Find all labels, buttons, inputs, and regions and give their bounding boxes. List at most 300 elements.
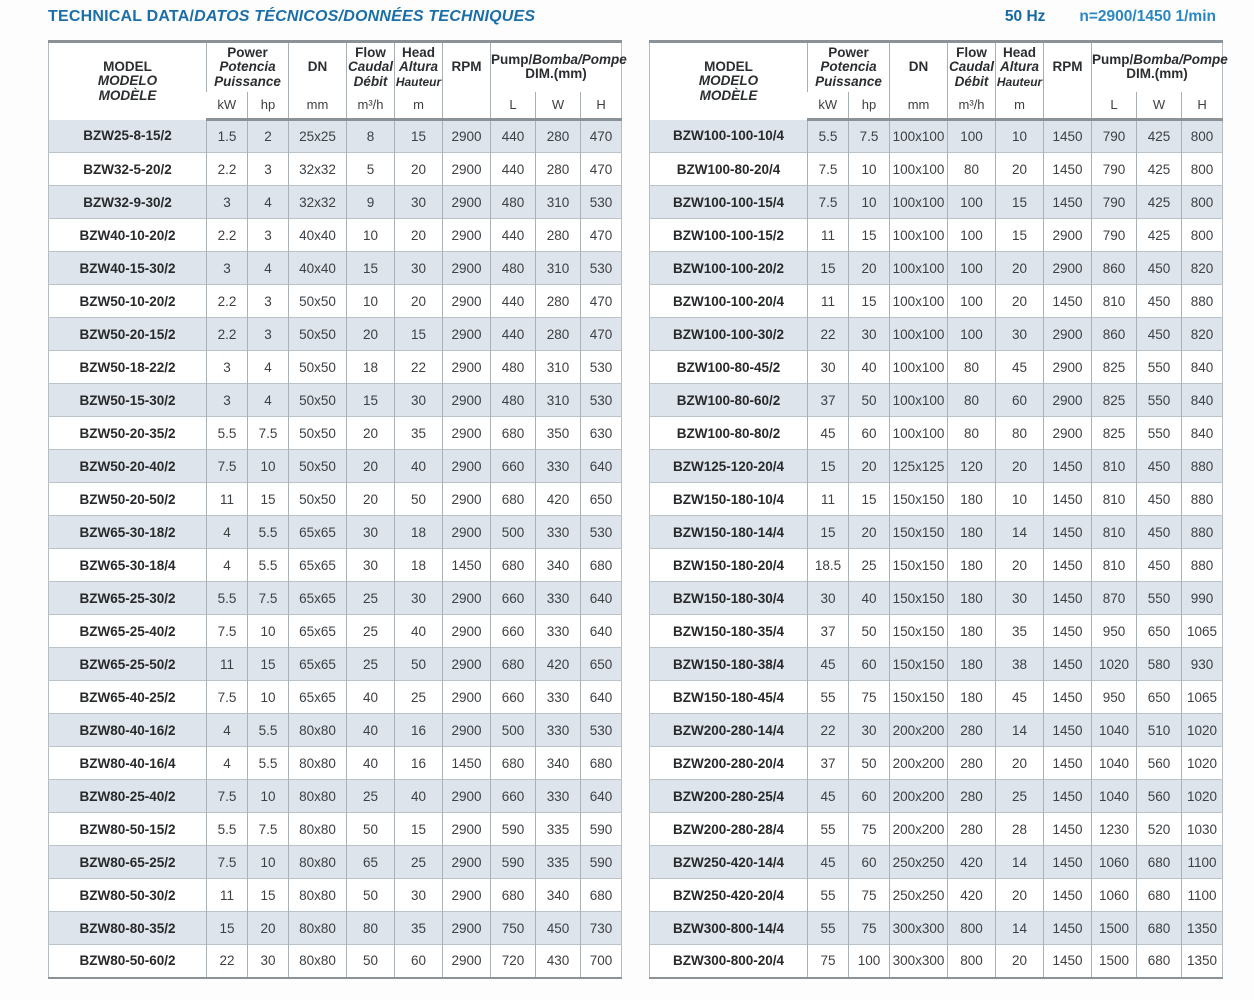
- col-header-dim: Pump/Bomba/Pompe DIM.(mm): [1092, 42, 1223, 92]
- cell-dim-l: 680: [491, 648, 536, 681]
- cell-flow: 100: [948, 252, 996, 285]
- table-row: [650, 384, 1223, 417]
- cell-model: BZW100-80-80/2: [650, 417, 808, 450]
- cell-flow: 20: [347, 318, 395, 351]
- cell-dim-h: 1020: [1182, 747, 1223, 780]
- cell-rpm: 2900: [443, 879, 491, 912]
- cell-power-hp: 100: [849, 945, 890, 978]
- cell-dn: 40x40: [289, 252, 347, 285]
- cell-model: BZW80-25-40/2: [49, 780, 207, 813]
- cell-dn: 32x32: [289, 153, 347, 186]
- col-header-head: Head Altura Hauteur: [395, 42, 443, 92]
- cell-dn: 80x80: [289, 879, 347, 912]
- col-header-flow: Flow Caudal Débit: [347, 42, 395, 92]
- cell-dim-l: 860: [1092, 252, 1137, 285]
- cell-power-hp: 3: [248, 219, 289, 252]
- table-row: [49, 615, 622, 648]
- cell-flow: 100: [948, 219, 996, 252]
- cell-power-kw: 2.2: [207, 153, 248, 186]
- cell-rpm: 1450: [1044, 582, 1092, 615]
- cell-head: 30: [395, 186, 443, 219]
- table-row: [650, 516, 1223, 549]
- cell-power-hp: 60: [849, 846, 890, 879]
- cell-model: BZW50-20-35/2: [49, 417, 207, 450]
- cell-rpm: 1450: [1044, 648, 1092, 681]
- cell-dim-w: 450: [1137, 450, 1182, 483]
- cell-dim-w: 450: [1137, 516, 1182, 549]
- cell-rpm: 1450: [1044, 813, 1092, 846]
- cell-dim-h: 590: [581, 813, 622, 846]
- cell-dn: 100x100: [890, 153, 948, 186]
- col-header-dn: DN: [289, 42, 347, 92]
- cell-dim-h: 800: [1182, 120, 1223, 153]
- cell-dim-h: 1350: [1182, 945, 1223, 978]
- cell-head: 30: [395, 582, 443, 615]
- cell-dim-w: 550: [1137, 351, 1182, 384]
- cell-model: BZW40-10-20/2: [49, 219, 207, 252]
- cell-dim-w: 420: [536, 648, 581, 681]
- cell-power-hp: 20: [849, 252, 890, 285]
- cell-dim-w: 330: [536, 516, 581, 549]
- page-title-translations: DATOS TÉCNICOS/DONNÉES TECHNIQUES: [194, 8, 536, 25]
- cell-flow: 180: [948, 648, 996, 681]
- cell-model: BZW300-800-14/4: [650, 912, 808, 945]
- cell-rpm: 1450: [1044, 714, 1092, 747]
- cell-flow: 50: [347, 879, 395, 912]
- cell-dim-h: 530: [581, 351, 622, 384]
- cell-dn: 100x100: [890, 285, 948, 318]
- table-row: [49, 450, 622, 483]
- cell-flow: 180: [948, 483, 996, 516]
- table-row: [650, 252, 1223, 285]
- cell-model: BZW65-25-30/2: [49, 582, 207, 615]
- cell-dim-l: 680: [491, 549, 536, 582]
- cell-rpm: 1450: [1044, 483, 1092, 516]
- cell-power-kw: 45: [808, 780, 849, 813]
- unit-head: m: [395, 92, 443, 120]
- cell-flow: 280: [948, 813, 996, 846]
- cell-dim-h: 470: [581, 120, 622, 153]
- cell-rpm: 2900: [1044, 252, 1092, 285]
- col-header-power: Power Potencia Puissance: [808, 42, 890, 92]
- cell-rpm: 2900: [443, 945, 491, 978]
- cell-power-hp: 50: [849, 615, 890, 648]
- cell-head: 15: [395, 120, 443, 153]
- cell-model: BZW80-80-35/2: [49, 912, 207, 945]
- table-header: [650, 42, 1228, 120]
- cell-dn: 40x40: [289, 219, 347, 252]
- cell-rpm: 2900: [1044, 219, 1092, 252]
- cell-dn: 100x100: [890, 186, 948, 219]
- cell-rpm: 2900: [443, 582, 491, 615]
- col-header-rpm: RPM: [443, 42, 491, 92]
- cell-model: BZW150-180-45/4: [650, 681, 808, 714]
- table-row: [650, 483, 1223, 516]
- cell-dim-w: 280: [536, 318, 581, 351]
- cell-dn: 100x100: [890, 219, 948, 252]
- cell-power-kw: 7.5: [808, 186, 849, 219]
- cell-rpm: 2900: [443, 516, 491, 549]
- table-row: [49, 780, 622, 813]
- tables-container: [48, 40, 1228, 979]
- cell-power-hp: 5.5: [248, 516, 289, 549]
- cell-model: BZW100-100-30/2: [650, 318, 808, 351]
- cell-power-kw: 15: [808, 252, 849, 285]
- cell-model: BZW100-100-20/4: [650, 285, 808, 318]
- cell-dim-w: 425: [1137, 219, 1182, 252]
- cell-dn: 80x80: [289, 780, 347, 813]
- page-title: [48, 8, 535, 26]
- cell-dim-h: 1020: [1182, 714, 1223, 747]
- cell-power-hp: 30: [849, 318, 890, 351]
- cell-power-kw: 11: [207, 483, 248, 516]
- cell-power-hp: 3: [248, 153, 289, 186]
- cell-flow: 20: [347, 483, 395, 516]
- cell-head: 20: [996, 945, 1044, 978]
- cell-flow: 20: [347, 417, 395, 450]
- cell-dim-h: 700: [581, 945, 622, 978]
- cell-model: BZW50-18-22/2: [49, 351, 207, 384]
- table-row: [49, 846, 622, 879]
- cell-dim-h: 680: [581, 549, 622, 582]
- cell-dim-w: 550: [1137, 384, 1182, 417]
- cell-model: BZW65-30-18/2: [49, 516, 207, 549]
- table-row: [650, 648, 1223, 681]
- cell-dim-l: 680: [491, 747, 536, 780]
- frequency-value: 50 Hz: [1004, 8, 1046, 25]
- cell-flow: 100: [948, 318, 996, 351]
- cell-dn: 65x65: [289, 582, 347, 615]
- cell-power-hp: 30: [248, 945, 289, 978]
- cell-dim-w: 680: [1137, 912, 1182, 945]
- table-row: [650, 813, 1223, 846]
- cell-power-kw: 4: [207, 516, 248, 549]
- cell-dim-w: 550: [1137, 417, 1182, 450]
- cell-head: 30: [395, 384, 443, 417]
- cell-dim-h: 630: [581, 417, 622, 450]
- cell-flow: 280: [948, 747, 996, 780]
- cell-dim-l: 440: [491, 120, 536, 153]
- cell-dn: 150x150: [890, 648, 948, 681]
- cell-dim-h: 470: [581, 219, 622, 252]
- cell-rpm: 1450: [1044, 780, 1092, 813]
- col-header-rpm: RPM: [1044, 42, 1092, 92]
- cell-rpm: 1450: [1044, 516, 1092, 549]
- cell-dim-w: 425: [1137, 153, 1182, 186]
- cell-power-hp: 30: [849, 714, 890, 747]
- cell-dn: 150x150: [890, 681, 948, 714]
- cell-flow: 180: [948, 582, 996, 615]
- table-row: [650, 285, 1223, 318]
- cell-dim-h: 650: [581, 483, 622, 516]
- unit-l: L: [491, 92, 536, 120]
- cell-dim-w: 450: [536, 912, 581, 945]
- table-row: [650, 747, 1223, 780]
- cell-flow: 180: [948, 681, 996, 714]
- unit-l: L: [1092, 92, 1137, 120]
- cell-dn: 80x80: [289, 945, 347, 978]
- cell-power-kw: 3: [207, 252, 248, 285]
- cell-rpm: 2900: [443, 483, 491, 516]
- table-row: [650, 417, 1223, 450]
- cell-rpm: 1450: [1044, 186, 1092, 219]
- cell-flow: 420: [948, 879, 996, 912]
- cell-dn: 80x80: [289, 747, 347, 780]
- cell-flow: 25: [347, 648, 395, 681]
- cell-dim-l: 660: [491, 780, 536, 813]
- cell-power-kw: 11: [207, 879, 248, 912]
- cell-flow: 10: [347, 219, 395, 252]
- cell-dim-h: 530: [581, 384, 622, 417]
- cell-dim-l: 825: [1092, 384, 1137, 417]
- cell-dim-l: 790: [1092, 186, 1137, 219]
- cell-dim-l: 680: [491, 879, 536, 912]
- table-row: [49, 582, 622, 615]
- cell-head: 30: [395, 252, 443, 285]
- cell-dim-w: 680: [1137, 846, 1182, 879]
- cell-head: 14: [996, 846, 1044, 879]
- cell-flow: 15: [347, 252, 395, 285]
- cell-dim-l: 440: [491, 318, 536, 351]
- cell-power-hp: 15: [849, 483, 890, 516]
- cell-rpm: 1450: [1044, 615, 1092, 648]
- cell-dim-h: 1065: [1182, 681, 1223, 714]
- cell-dim-w: 330: [536, 450, 581, 483]
- cell-dim-l: 825: [1092, 417, 1137, 450]
- cell-power-hp: 2: [248, 120, 289, 153]
- table-row: [650, 912, 1223, 945]
- cell-dn: 80x80: [289, 912, 347, 945]
- cell-dim-l: 790: [1092, 219, 1137, 252]
- cell-model: BZW25-8-15/2: [83, 128, 172, 144]
- cell-dim-h: 990: [1182, 582, 1223, 615]
- cell-dim-l: 1060: [1092, 846, 1137, 879]
- cell-head: 35: [395, 417, 443, 450]
- cell-dim-w: 330: [536, 582, 581, 615]
- cell-rpm: 2900: [1044, 417, 1092, 450]
- cell-dim-w: 550: [1137, 582, 1182, 615]
- unit-flow: m³/h: [948, 92, 996, 120]
- spec-table-right: [649, 40, 1228, 979]
- cell-power-kw: 55: [808, 681, 849, 714]
- cell-dim-h: 800: [1182, 153, 1223, 186]
- cell-dn: 100x100: [890, 252, 948, 285]
- unit-dn: mm: [890, 92, 948, 120]
- cell-power-hp: 4: [248, 252, 289, 285]
- cell-power-kw: 18.5: [808, 549, 849, 582]
- table-row: [49, 318, 622, 351]
- cell-dim-w: 280: [536, 285, 581, 318]
- cell-power-kw: 22: [808, 714, 849, 747]
- cell-flow: 5: [347, 153, 395, 186]
- cell-power-kw: 2.2: [207, 285, 248, 318]
- cell-flow: 40: [347, 681, 395, 714]
- cell-dim-h: 840: [1182, 351, 1223, 384]
- cell-flow: 80: [347, 912, 395, 945]
- cell-model: BZW150-180-30/4: [650, 582, 808, 615]
- cell-dim-w: 340: [536, 879, 581, 912]
- unit-hp: hp: [248, 92, 289, 120]
- cell-model: BZW32-5-20/2: [49, 153, 207, 186]
- cell-dim-w: 680: [1137, 879, 1182, 912]
- cell-model: BZW65-30-18/4: [49, 549, 207, 582]
- cell-rpm: 2900: [443, 153, 491, 186]
- cell-dim-l: 480: [491, 186, 536, 219]
- cell-dim-w: 430: [536, 945, 581, 978]
- cell-head: 15: [996, 219, 1044, 252]
- cell-flow: 50: [347, 813, 395, 846]
- table-row: [650, 120, 1223, 153]
- cell-flow: 80: [948, 417, 996, 450]
- table-row: [49, 153, 622, 186]
- cell-head: 18: [395, 549, 443, 582]
- table-row: [49, 813, 622, 846]
- cell-power-hp: 5.5: [248, 549, 289, 582]
- cell-power-kw: 7.5: [207, 450, 248, 483]
- table-row: [650, 879, 1223, 912]
- cell-power-kw: 30: [808, 582, 849, 615]
- cell-head: 14: [996, 516, 1044, 549]
- cell-model: BZW300-800-20/4: [650, 945, 808, 978]
- cell-power-hp: 10: [248, 780, 289, 813]
- cell-dim-h: 530: [581, 516, 622, 549]
- table-row: [49, 747, 622, 780]
- table-row: [49, 549, 622, 582]
- cell-dim-h: 650: [581, 648, 622, 681]
- cell-power-kw: 4: [207, 747, 248, 780]
- unit-rpm: [1044, 92, 1092, 120]
- cell-dim-h: 1100: [1182, 879, 1223, 912]
- cell-flow: 9: [347, 186, 395, 219]
- cell-dim-w: 650: [1137, 681, 1182, 714]
- cell-dim-h: 640: [581, 615, 622, 648]
- cell-power-kw: 55: [808, 879, 849, 912]
- table-header: [49, 42, 627, 120]
- speed-value: n=2900/1450 1/min: [1079, 8, 1216, 25]
- cell-power-kw: 45: [808, 417, 849, 450]
- cell-head: 14: [996, 912, 1044, 945]
- cell-dim-h: 1065: [1182, 615, 1223, 648]
- cell-flow: 100: [948, 186, 996, 219]
- cell-dim-l: 810: [1092, 516, 1137, 549]
- cell-dn: 50x50: [289, 483, 347, 516]
- cell-dim-l: 1500: [1092, 912, 1137, 945]
- cell-flow: 80: [948, 384, 996, 417]
- cell-power-kw: 11: [808, 483, 849, 516]
- cell-power-hp: 15: [849, 285, 890, 318]
- cell-model: BZW80-40-16/4: [49, 747, 207, 780]
- cell-head: 25: [996, 780, 1044, 813]
- cell-model: BZW50-15-30/2: [49, 384, 207, 417]
- cell-dn: 250x250: [890, 879, 948, 912]
- cell-model: BZW150-180-14/4: [650, 516, 808, 549]
- cell-dim-l: 590: [491, 846, 536, 879]
- cell-power-hp: 10: [849, 186, 890, 219]
- cell-rpm: 1450: [1044, 747, 1092, 780]
- cell-dn: 150x150: [890, 615, 948, 648]
- cell-dim-l: 480: [491, 384, 536, 417]
- cell-dim-h: 680: [581, 879, 622, 912]
- cell-flow: 420: [948, 846, 996, 879]
- cell-dim-w: 420: [536, 483, 581, 516]
- cell-power-kw: 3: [207, 384, 248, 417]
- table-row: [650, 780, 1223, 813]
- cell-rpm: 2900: [443, 351, 491, 384]
- cell-dn: 50x50: [289, 417, 347, 450]
- cell-power-kw: 7.5: [207, 846, 248, 879]
- cell-power-hp: 60: [849, 780, 890, 813]
- cell-flow: 120: [948, 450, 996, 483]
- cell-dim-l: 440: [491, 153, 536, 186]
- cell-power-kw: 5.5: [207, 582, 248, 615]
- cell-flow: 25: [347, 582, 395, 615]
- table-row: [49, 252, 622, 285]
- cell-power-hp: 60: [849, 648, 890, 681]
- table-row: [650, 318, 1223, 351]
- table-row: [49, 483, 622, 516]
- cell-head: 25: [395, 846, 443, 879]
- cell-dn: 80x80: [289, 714, 347, 747]
- cell-power-kw: 37: [808, 747, 849, 780]
- cell-dim-l: 720: [491, 945, 536, 978]
- cell-model: BZW80-50-60/2: [49, 945, 207, 978]
- cell-rpm: 1450: [1044, 945, 1092, 978]
- cell-power-hp: 10: [248, 450, 289, 483]
- cell-dim-w: 425: [1137, 186, 1182, 219]
- cell-model: BZW65-40-25/2: [49, 681, 207, 714]
- cell-flow: 100: [948, 120, 996, 153]
- cell-dim-l: 1040: [1092, 747, 1137, 780]
- cell-power-hp: 7.5: [849, 120, 890, 153]
- cell-model: BZW150-180-35/4: [650, 615, 808, 648]
- spec-table-left: [48, 40, 627, 979]
- table-row: [49, 879, 622, 912]
- cell-dim-l: 810: [1092, 450, 1137, 483]
- cell-head: 40: [395, 615, 443, 648]
- cell-dim-w: 330: [536, 780, 581, 813]
- table-row: [49, 384, 622, 417]
- cell-flow: 40: [347, 747, 395, 780]
- cell-dim-l: 660: [491, 681, 536, 714]
- cell-power-kw: 55: [808, 813, 849, 846]
- cell-dim-h: 820: [1182, 318, 1223, 351]
- table-row: [650, 681, 1223, 714]
- cell-dn: 50x50: [289, 318, 347, 351]
- cell-head: 35: [395, 912, 443, 945]
- cell-dim-h: 530: [581, 714, 622, 747]
- cell-power-kw: 5.5: [207, 813, 248, 846]
- cell-rpm: 1450: [1044, 912, 1092, 945]
- cell-dim-l: 500: [491, 714, 536, 747]
- cell-power-hp: 10: [849, 153, 890, 186]
- cell-power-hp: 40: [849, 582, 890, 615]
- cell-power-kw: 22: [808, 318, 849, 351]
- cell-power-hp: 4: [248, 351, 289, 384]
- cell-head: 50: [395, 648, 443, 681]
- cell-dim-w: 340: [536, 747, 581, 780]
- cell-power-hp: 10: [248, 615, 289, 648]
- cell-dim-w: 330: [536, 714, 581, 747]
- cell-dim-h: 800: [1182, 186, 1223, 219]
- cell-rpm: 1450: [1044, 285, 1092, 318]
- cell-model: BZW200-280-20/4: [650, 747, 808, 780]
- cell-flow: 180: [948, 549, 996, 582]
- cell-dim-l: 860: [1092, 318, 1137, 351]
- cell-dim-w: 340: [536, 549, 581, 582]
- cell-dim-h: 530: [581, 252, 622, 285]
- unit-h: H: [1182, 92, 1223, 120]
- cell-rpm: 2900: [443, 285, 491, 318]
